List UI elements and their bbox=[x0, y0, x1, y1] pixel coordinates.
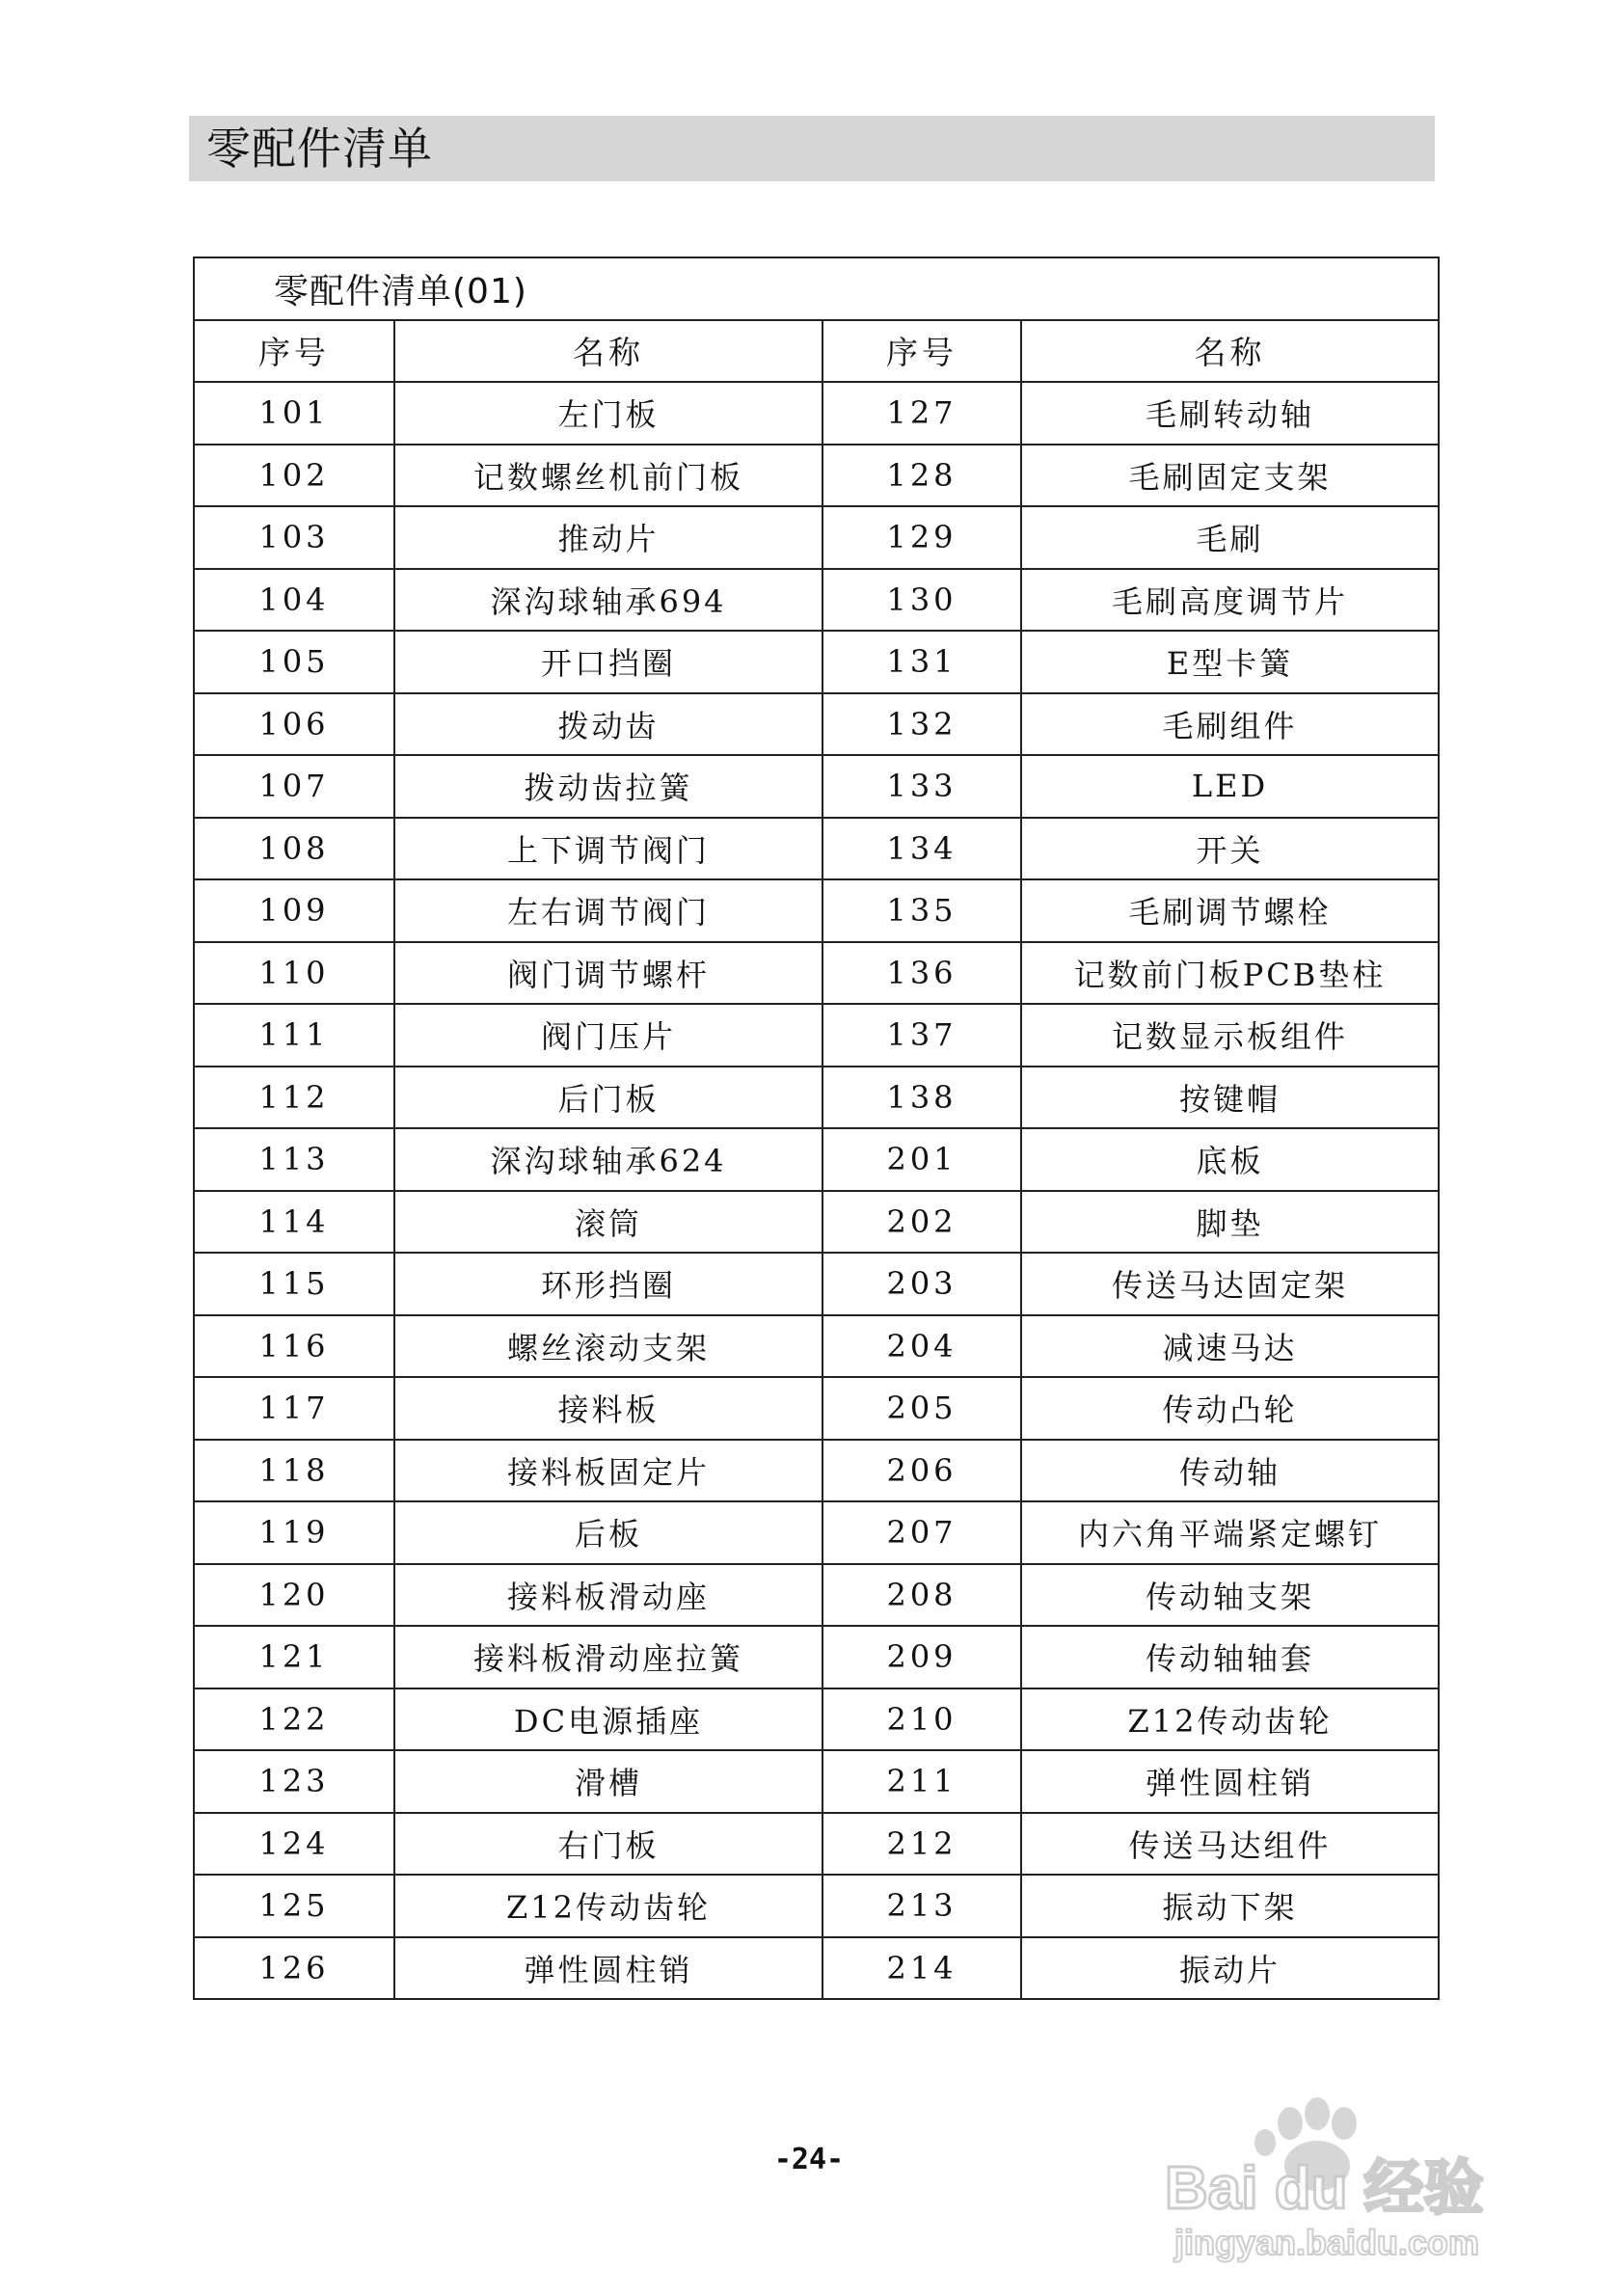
part-name-right: 振动片 bbox=[1021, 1937, 1439, 2000]
part-index-left: 111 bbox=[194, 1004, 394, 1067]
part-index-right: 206 bbox=[822, 1440, 1021, 1502]
table-row bbox=[194, 1626, 1439, 1688]
part-name-left: 阀门调节螺杆 bbox=[394, 942, 822, 1005]
part-index-right: 129 bbox=[822, 506, 1021, 569]
part-name-right: 毛刷转动轴 bbox=[1021, 382, 1439, 445]
part-index-right: 203 bbox=[822, 1253, 1021, 1315]
part-index-left: 120 bbox=[194, 1564, 394, 1627]
part-index-left: 105 bbox=[194, 631, 394, 693]
part-index-left: 121 bbox=[194, 1626, 394, 1688]
part-name-left: 后板 bbox=[394, 1501, 822, 1564]
part-name-left: 接料板固定片 bbox=[394, 1440, 822, 1502]
part-name-right: 传动轴轴套 bbox=[1021, 1626, 1439, 1688]
part-name-right: 传动凸轮 bbox=[1021, 1377, 1439, 1440]
part-index-right: 205 bbox=[822, 1377, 1021, 1440]
table-row bbox=[194, 1253, 1439, 1315]
part-name-right: 开关 bbox=[1021, 818, 1439, 880]
part-name-left: 拨动齿 bbox=[394, 693, 822, 756]
column-header-index-right: 序号 bbox=[822, 320, 1021, 383]
part-name-right: 弹性圆柱销 bbox=[1021, 1750, 1439, 1813]
part-index-left: 115 bbox=[194, 1253, 394, 1315]
watermark-brand: Bai du 经验 bbox=[1165, 2155, 1484, 2222]
part-index-right: 208 bbox=[822, 1564, 1021, 1627]
part-index-left: 123 bbox=[194, 1750, 394, 1813]
table-row bbox=[194, 445, 1439, 507]
part-index-right: 134 bbox=[822, 818, 1021, 880]
part-index-right: 207 bbox=[822, 1501, 1021, 1564]
part-index-right: 204 bbox=[822, 1315, 1021, 1378]
table-row bbox=[194, 1191, 1439, 1254]
part-name-left: 深沟球轴承624 bbox=[394, 1128, 822, 1191]
part-index-right: 131 bbox=[822, 631, 1021, 693]
part-name-left: 深沟球轴承694 bbox=[394, 569, 822, 632]
part-index-left: 124 bbox=[194, 1813, 394, 1876]
table-row bbox=[194, 755, 1439, 818]
watermark-url: jingyan.baidu.com bbox=[1174, 2223, 1480, 2262]
part-name-left: 螺丝滚动支架 bbox=[394, 1315, 822, 1378]
part-name-right: LED bbox=[1021, 755, 1439, 818]
parts-list-table bbox=[193, 257, 1440, 2000]
part-index-right: 128 bbox=[822, 445, 1021, 507]
part-name-left: 推动片 bbox=[394, 506, 822, 569]
part-index-left: 125 bbox=[194, 1875, 394, 1937]
part-name-right: 毛刷高度调节片 bbox=[1021, 569, 1439, 632]
part-name-left: 接料板 bbox=[394, 1377, 822, 1440]
part-name-right: 内六角平端紧定螺钉 bbox=[1021, 1501, 1439, 1564]
part-name-right: 毛刷组件 bbox=[1021, 693, 1439, 756]
part-name-left: 环形挡圈 bbox=[394, 1253, 822, 1315]
baidu-jingyan-watermark bbox=[1146, 2073, 1551, 2266]
part-index-left: 106 bbox=[194, 693, 394, 756]
part-index-left: 114 bbox=[194, 1191, 394, 1254]
part-index-left: 112 bbox=[194, 1067, 394, 1129]
table-row bbox=[194, 1377, 1439, 1440]
table-row bbox=[194, 818, 1439, 880]
table-row bbox=[194, 382, 1439, 445]
part-name-right: 毛刷 bbox=[1021, 506, 1439, 569]
part-index-left: 117 bbox=[194, 1377, 394, 1440]
part-index-left: 113 bbox=[194, 1128, 394, 1191]
table-caption-row bbox=[194, 257, 1439, 320]
part-index-right: 132 bbox=[822, 693, 1021, 756]
table-header-row bbox=[194, 320, 1439, 383]
part-name-left: DC电源插座 bbox=[394, 1688, 822, 1751]
table-row bbox=[194, 506, 1439, 569]
table-row bbox=[194, 1937, 1439, 2000]
part-index-left: 103 bbox=[194, 506, 394, 569]
part-name-left: 阀门压片 bbox=[394, 1004, 822, 1067]
part-index-left: 109 bbox=[194, 879, 394, 942]
part-name-right: 脚垫 bbox=[1021, 1191, 1439, 1254]
page-number: -24- bbox=[773, 2143, 845, 2176]
table-row bbox=[194, 1315, 1439, 1378]
section-title: 零配件清单 bbox=[206, 122, 433, 175]
part-name-right: 传动轴支架 bbox=[1021, 1564, 1439, 1627]
part-index-right: 127 bbox=[822, 382, 1021, 445]
table-row bbox=[194, 879, 1439, 942]
part-index-left: 122 bbox=[194, 1688, 394, 1751]
part-name-right: 振动下架 bbox=[1021, 1875, 1439, 1937]
part-name-right: 毛刷固定支架 bbox=[1021, 445, 1439, 507]
part-name-left: 右门板 bbox=[394, 1813, 822, 1876]
part-index-right: 133 bbox=[822, 755, 1021, 818]
part-index-right: 212 bbox=[822, 1813, 1021, 1876]
table-row bbox=[194, 1004, 1439, 1067]
part-name-left: 接料板滑动座 bbox=[394, 1564, 822, 1627]
table-row bbox=[194, 1813, 1439, 1876]
part-name-right: 减速马达 bbox=[1021, 1315, 1439, 1378]
part-index-left: 107 bbox=[194, 755, 394, 818]
part-index-left: 119 bbox=[194, 1501, 394, 1564]
part-index-left: 110 bbox=[194, 942, 394, 1005]
part-name-right: Z12传动齿轮 bbox=[1021, 1688, 1439, 1751]
table-row bbox=[194, 631, 1439, 693]
part-name-left: 弹性圆柱销 bbox=[394, 1937, 822, 2000]
part-name-right: 传送马达组件 bbox=[1021, 1813, 1439, 1876]
part-name-left: 后门板 bbox=[394, 1067, 822, 1129]
part-index-right: 202 bbox=[822, 1191, 1021, 1254]
part-index-right: 211 bbox=[822, 1750, 1021, 1813]
part-name-left: 接料板滑动座拉簧 bbox=[394, 1626, 822, 1688]
part-name-left: 左门板 bbox=[394, 382, 822, 445]
part-index-right: 214 bbox=[822, 1937, 1021, 2000]
part-index-right: 130 bbox=[822, 569, 1021, 632]
part-index-right: 201 bbox=[822, 1128, 1021, 1191]
table-row bbox=[194, 1067, 1439, 1129]
table-caption: 零配件清单(01) bbox=[194, 257, 1439, 320]
table-row bbox=[194, 942, 1439, 1005]
part-index-left: 102 bbox=[194, 445, 394, 507]
part-name-left: 记数螺丝机前门板 bbox=[394, 445, 822, 507]
part-index-right: 135 bbox=[822, 879, 1021, 942]
part-index-right: 213 bbox=[822, 1875, 1021, 1937]
table-row bbox=[194, 1564, 1439, 1627]
table-row bbox=[194, 1875, 1439, 1937]
part-name-right: 传送马达固定架 bbox=[1021, 1253, 1439, 1315]
part-index-left: 116 bbox=[194, 1315, 394, 1378]
part-index-right: 210 bbox=[822, 1688, 1021, 1751]
part-name-right: 毛刷调节螺栓 bbox=[1021, 879, 1439, 942]
part-name-left: 滑槽 bbox=[394, 1750, 822, 1813]
part-name-right: 传动轴 bbox=[1021, 1440, 1439, 1502]
part-name-right: E型卡簧 bbox=[1021, 631, 1439, 693]
part-index-left: 126 bbox=[194, 1937, 394, 2000]
column-header-index-left: 序号 bbox=[194, 320, 394, 383]
part-index-right: 138 bbox=[822, 1067, 1021, 1129]
part-index-left: 118 bbox=[194, 1440, 394, 1502]
table-row bbox=[194, 1128, 1439, 1191]
part-name-left: 开口挡圈 bbox=[394, 631, 822, 693]
table-row bbox=[194, 1688, 1439, 1751]
column-header-name-left: 名称 bbox=[394, 320, 822, 383]
parts-table-body bbox=[194, 257, 1439, 1999]
table-row bbox=[194, 1501, 1439, 1564]
part-name-right: 记数前门板PCB垫柱 bbox=[1021, 942, 1439, 1005]
part-name-right: 按键帽 bbox=[1021, 1067, 1439, 1129]
part-index-right: 137 bbox=[822, 1004, 1021, 1067]
part-name-left: 拨动齿拉簧 bbox=[394, 755, 822, 818]
part-index-right: 136 bbox=[822, 942, 1021, 1005]
part-index-left: 104 bbox=[194, 569, 394, 632]
table-row bbox=[194, 569, 1439, 632]
table-row bbox=[194, 1750, 1439, 1813]
part-name-left: Z12传动齿轮 bbox=[394, 1875, 822, 1937]
column-header-name-right: 名称 bbox=[1021, 320, 1439, 383]
part-name-right: 底板 bbox=[1021, 1128, 1439, 1191]
part-name-left: 上下调节阀门 bbox=[394, 818, 822, 880]
part-index-left: 101 bbox=[194, 382, 394, 445]
section-banner bbox=[189, 116, 1435, 181]
table-row bbox=[194, 1440, 1439, 1502]
table-row bbox=[194, 693, 1439, 756]
part-name-right: 记数显示板组件 bbox=[1021, 1004, 1439, 1067]
part-index-right: 209 bbox=[822, 1626, 1021, 1688]
part-index-left: 108 bbox=[194, 818, 394, 880]
part-name-left: 左右调节阀门 bbox=[394, 879, 822, 942]
part-name-left: 滚筒 bbox=[394, 1191, 822, 1254]
